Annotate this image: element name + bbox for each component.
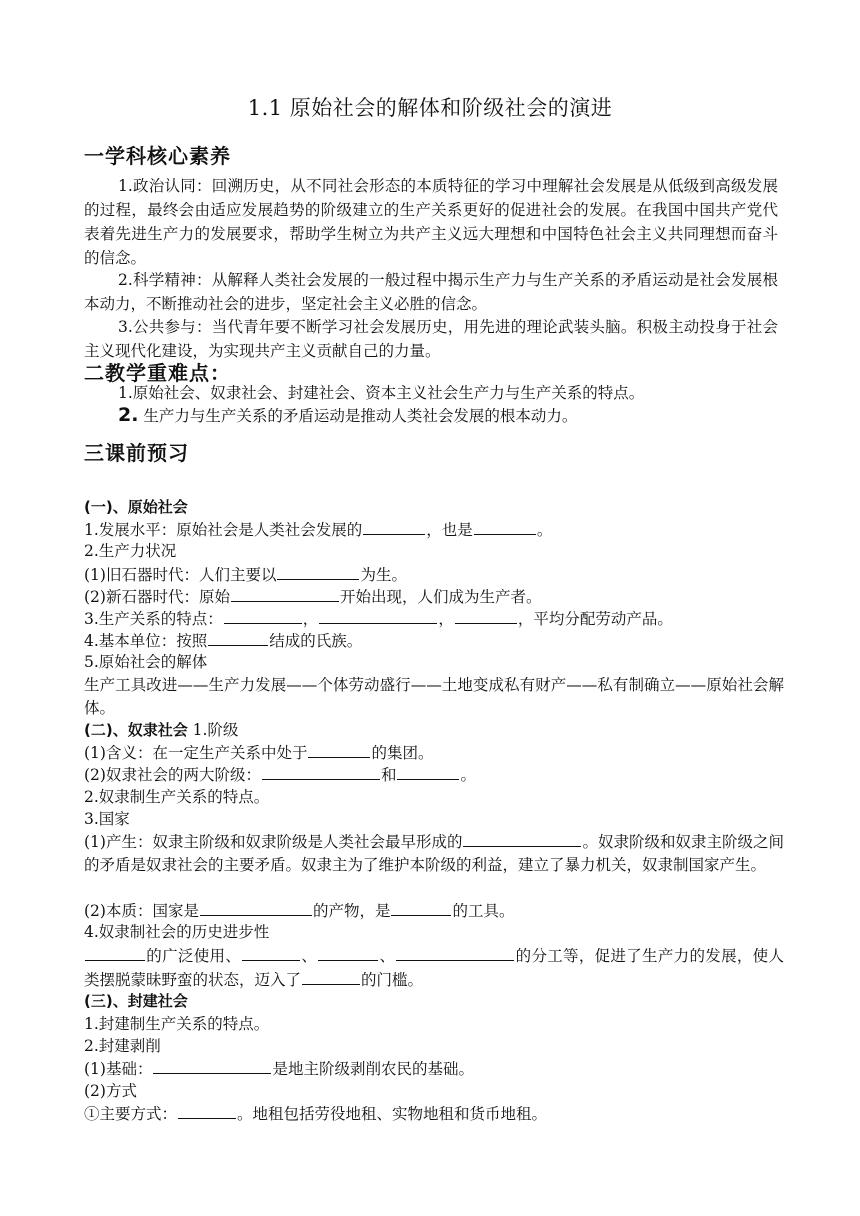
fill-blank[interactable] [396, 944, 514, 961]
paragraph-historical-progress: 的广泛使用、 、 、 的分工等，促进了生产力的发展，使人类摆脱蒙昧野蛮的状态，迈入了 的门槛。 [84, 944, 784, 991]
subheading-feudal-society: (三)、封建社会 [84, 992, 188, 1010]
fill-blank[interactable] [224, 607, 302, 624]
section-heading-key-points: 二教学重难点： [84, 361, 231, 385]
paragraph-state-origin: (1)产生：奴隶主阶级和奴隶阶级是人类社会最早形成的 。奴隶阶级和奴隶主阶级之间的矛盾是奴隶社会的主要矛盾。奴隶主为了维护本阶级的利益，建立了暴力机关，奴隶制国家产生。 [84, 830, 784, 876]
paragraph-political-identity: 1.政治认同：回溯历史，从不同社会形态的本质特征的学习中理解社会发展是从低级到高级发展的过程，最终会由适应发展趋势的阶级建立的生产关系更好的促进社会的发展。在我国中国共产党代表着先进生产力的发展要求，帮助学生树立为共产主义远大理想和中国特色社会主义共同理想而奋斗的信念。 [84, 177, 778, 267]
line-main-method: ①主要方式： 。地租包括劳役地租、实物地租和货币地租。 [84, 1102, 784, 1125]
line-historical-progress: 4.奴隶制社会的历史进步性 [84, 923, 270, 941]
key-point-2 [118, 404, 818, 427]
line-feudal-relations: 1.封建制生产关系的特点。 [84, 1015, 270, 1033]
fill-blank[interactable] [397, 763, 459, 780]
fill-blank[interactable] [208, 629, 268, 646]
fill-blank[interactable] [231, 585, 339, 602]
subheading-primitive-society: (一)、原始社会 [84, 498, 188, 516]
line-exploitation-basis: (1)基础： 是地主阶级剥削农民的基础。 [84, 1057, 784, 1080]
fill-blank[interactable] [463, 830, 581, 847]
fill-blank[interactable] [363, 518, 425, 535]
fill-blank[interactable] [391, 899, 451, 916]
fill-blank[interactable] [302, 968, 360, 985]
fill-blank[interactable] [200, 899, 312, 916]
line-feudal-exploitation: 2.封建剥削 [84, 1037, 161, 1055]
line-methods: (2)方式 [84, 1082, 137, 1100]
fill-blank[interactable] [474, 518, 536, 535]
line-relations-features: 3.生产关系的特点： ， ， ，平均分配劳动产品。 [84, 607, 784, 630]
key-point-2-text: 生产力与生产关系的矛盾运动是推动人类社会发展的根本动力。 [143, 407, 578, 425]
line-paleolithic: (1)旧石器时代：人们主要以 为生。 [84, 563, 784, 586]
line-slavery-relations: 2.奴隶制生产关系的特点。 [84, 788, 270, 806]
paragraph-scientific-spirit: 2.科学精神：从解释人类社会发展的一般过程中揭示生产力与生产关系的矛盾运动是社会发展根本动力，不断推动社会的进步，坚定社会主义必胜的信念。 [84, 271, 778, 313]
fill-blank[interactable] [153, 1057, 271, 1074]
fill-blank[interactable] [277, 563, 359, 580]
line-dissolution: 5.原始社会的解体 [84, 653, 208, 671]
subheading-slave-society: (二)、奴隶社会 1.阶级 [84, 721, 239, 739]
fill-blank[interactable] [308, 741, 370, 758]
section-heading-preview: 三课前预习 [84, 441, 189, 465]
section-heading-core-literacy: 一学科核心素养 [84, 144, 231, 168]
key-point-1: 1.原始社会、奴隶社会、封建社会、资本主义社会生产力与生产关系的特点。 [118, 384, 645, 402]
line-two-classes: (2)奴隶社会的两大阶级： 和 。 [84, 763, 784, 786]
fill-blank[interactable] [455, 607, 517, 624]
fill-blank[interactable] [262, 763, 380, 780]
fill-blank[interactable] [85, 944, 145, 961]
fill-blank[interactable] [178, 1102, 236, 1119]
paragraph-public-participation: 3.公共参与：当代青年要不断学习社会发展历史，用先进的理论武装头脑。积极主动投身于社会主义现代化建设，为实现共产主义贡献自己的力量。 [84, 318, 778, 360]
line-development-level: 1.发展水平：原始社会是人类社会发展的 ，也是 。 [84, 518, 784, 541]
line-productivity: 2.生产力状况 [84, 542, 177, 560]
line-state-essence: (2)本质：国家是 的产物，是 的工具。 [84, 899, 784, 922]
line-class-meaning: (1)含义：在一定生产关系中处于 的集团。 [84, 741, 784, 764]
line-basic-unit: 4.基本单位：按照 结成的氏族。 [84, 629, 784, 652]
fill-blank[interactable] [319, 607, 437, 624]
page-title: 1.1 原始社会的解体和阶级社会的演进 [247, 96, 613, 120]
fill-blank[interactable] [242, 944, 300, 961]
dissolution-chain: 生产工具改进——生产力发展——个体劳动盛行——土地变成私有财产——私有制确立——原始社会解体。 [84, 676, 784, 717]
fill-blank[interactable] [318, 944, 378, 961]
line-neolithic: (2)新石器时代：原始 开始出现，人们成为生产者。 [84, 585, 784, 608]
line-state: 3.国家 [84, 810, 130, 828]
key-point-2-number: 2. [118, 404, 139, 426]
